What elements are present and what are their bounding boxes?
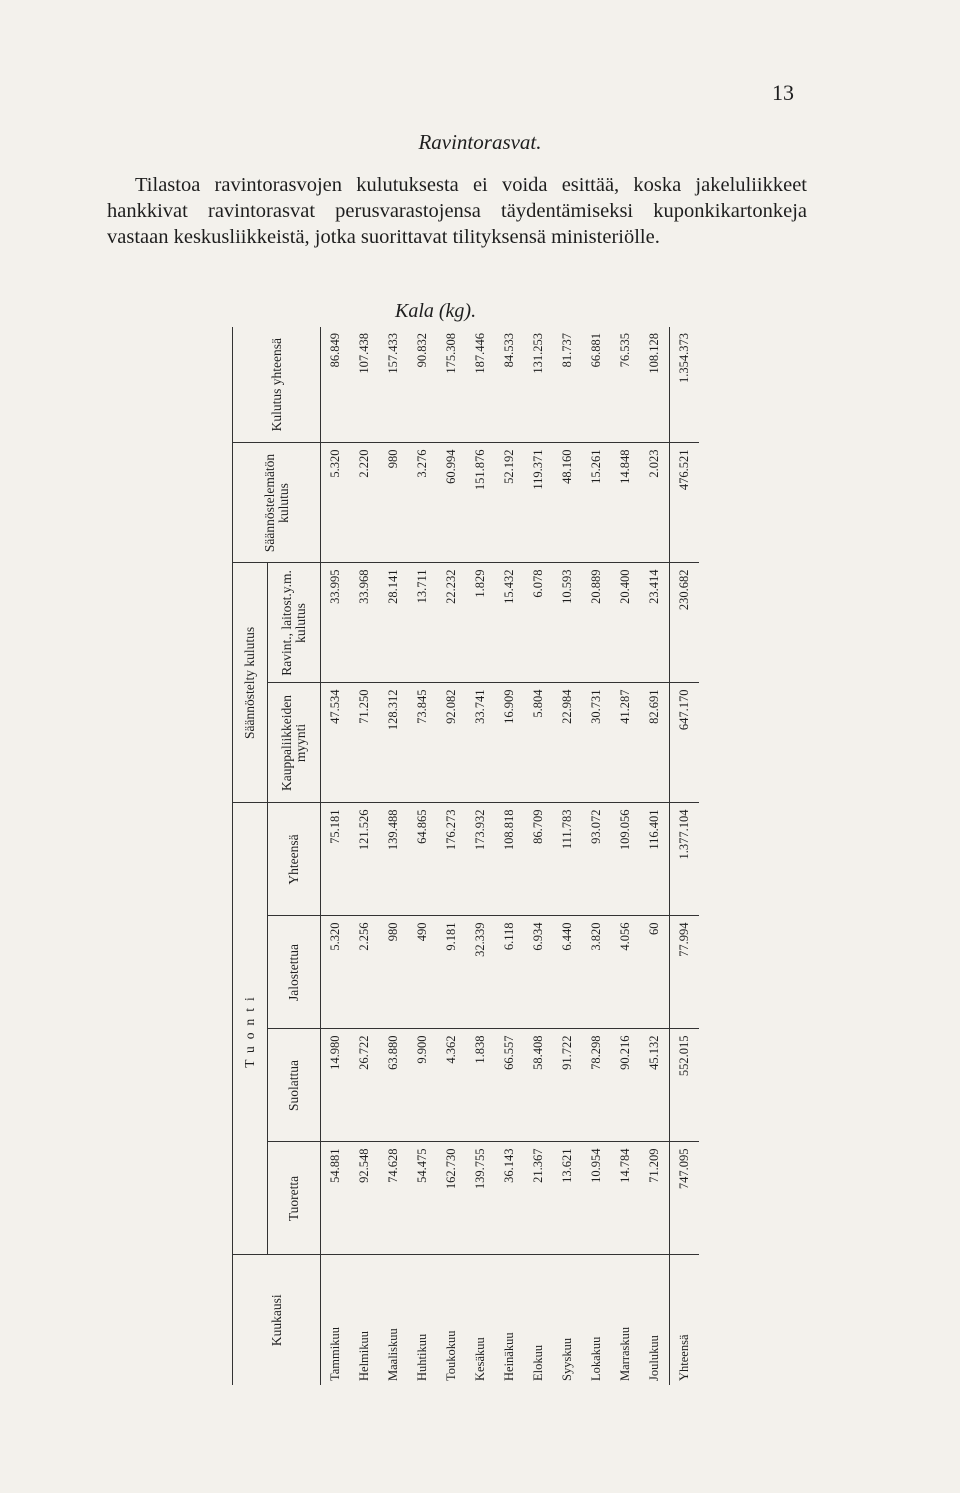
header-salted: Suolattua — [268, 1029, 321, 1142]
import-total-cell: 86.709 — [524, 803, 553, 916]
consumption-total-cell: 187.446 — [466, 327, 495, 443]
restaurant-cell: 33.995 — [321, 563, 351, 683]
import-total-cell: 75.181 — [321, 803, 351, 916]
unregulated-cell: 14.848 — [611, 443, 640, 563]
fresh-cell: 92.548 — [350, 1142, 379, 1255]
month-cell: Yhteensä — [670, 1255, 700, 1385]
restaurant-cell: 20.889 — [582, 563, 611, 683]
header-regulated-group: Säännöstelty kulutus — [233, 563, 268, 803]
salted-cell: 66.557 — [495, 1029, 524, 1142]
month-cell: Helmikuu — [357, 1331, 371, 1381]
restaurant-cell: 33.968 — [350, 563, 379, 683]
salted-cell: 9.900 — [408, 1029, 437, 1142]
month-cell: Lokakuu — [589, 1336, 603, 1381]
import-total-cell: 173.932 — [466, 803, 495, 916]
shop-sales-cell: 647.170 — [670, 683, 700, 803]
table-row — [553, 327, 582, 1385]
import-total-cell: 109.056 — [611, 803, 640, 916]
table-row — [321, 327, 351, 1385]
consumption-total-cell: 86.849 — [321, 327, 351, 443]
restaurant-cell: 6.078 — [524, 563, 553, 683]
table-row — [408, 327, 437, 1385]
salted-cell: 58.408 — [524, 1029, 553, 1142]
intro-text: Tilastoa ravintorasvojen kulutuksesta ei voida esittää, koska jakeluliikkeet hankkivat ravintorasvat perusvarastojensa täydentämiseksi kuponkikartonkeja vastaan keskusliikkeistä, jotka suorittavat tilityksensä ministeriölle. — [107, 174, 807, 248]
table-title: Kala (kg). — [395, 300, 477, 322]
table-row — [350, 327, 379, 1385]
salted-cell: 90.216 — [611, 1029, 640, 1142]
unregulated-cell: 52.192 — [495, 443, 524, 563]
table-row — [437, 327, 466, 1385]
month-cell: Joulukuu — [647, 1335, 661, 1381]
consumption-total-cell: 1.354.373 — [670, 327, 700, 443]
salted-cell: 78.298 — [582, 1029, 611, 1142]
import-total-cell: 121.526 — [350, 803, 379, 916]
month-cell: Toukokuu — [444, 1330, 458, 1381]
restaurant-cell: 1.829 — [466, 563, 495, 683]
shop-sales-cell: 33.741 — [466, 683, 495, 803]
processed-cell: 32.339 — [466, 916, 495, 1029]
month-cell: Syyskuu — [560, 1337, 574, 1381]
consumption-total-cell: 157.433 — [379, 327, 408, 443]
table-row — [524, 327, 553, 1385]
month-cell: Kesäkuu — [473, 1337, 487, 1381]
import-total-cell: 139.488 — [379, 803, 408, 916]
processed-cell: 77.994 — [670, 916, 700, 1029]
consumption-total-cell: 66.881 — [582, 327, 611, 443]
month-cell: Tammikuu — [328, 1327, 342, 1381]
fresh-cell: 54.881 — [321, 1142, 351, 1255]
shop-sales-cell: 71.250 — [350, 683, 379, 803]
salted-cell: 91.722 — [553, 1029, 582, 1142]
unregulated-cell: 3.276 — [408, 443, 437, 563]
shop-sales-cell: 128.312 — [379, 683, 408, 803]
fresh-cell: 139.755 — [466, 1142, 495, 1255]
unregulated-cell: 2.220 — [350, 443, 379, 563]
import-total-cell: 64.865 — [408, 803, 437, 916]
consumption-total-cell: 84.533 — [495, 327, 524, 443]
processed-cell: 4.056 — [611, 916, 640, 1029]
header-shop-sales: Kauppaliikkeiden myynti — [268, 683, 321, 803]
consumption-total-cell: 175.308 — [437, 327, 466, 443]
import-total-cell: 176.273 — [437, 803, 466, 916]
unregulated-cell: 5.320 — [321, 443, 351, 563]
processed-cell: 9.181 — [437, 916, 466, 1029]
processed-cell: 6.934 — [524, 916, 553, 1029]
salted-cell: 1.838 — [466, 1029, 495, 1142]
restaurant-cell: 15.432 — [495, 563, 524, 683]
month-cell: Heinäkuu — [502, 1332, 516, 1381]
intro-paragraph — [107, 172, 807, 250]
consumption-total-cell: 107.438 — [350, 327, 379, 443]
processed-cell: 6.118 — [495, 916, 524, 1029]
shop-sales-cell: 41.287 — [611, 683, 640, 803]
restaurant-cell: 23.414 — [640, 563, 670, 683]
consumption-total-cell: 90.832 — [408, 327, 437, 443]
fresh-cell: 747.095 — [670, 1142, 700, 1255]
header-consumption-total: Kulutus yhteensä — [233, 327, 321, 443]
salted-cell: 552.015 — [670, 1029, 700, 1142]
fresh-cell: 71.209 — [640, 1142, 670, 1255]
table-rotation-wrapper — [232, 327, 691, 1385]
header-import-group: Tuonti — [233, 803, 268, 1255]
import-total-cell: 116.401 — [640, 803, 670, 916]
shop-sales-cell: 92.082 — [437, 683, 466, 803]
month-cell: Elokuu — [531, 1344, 545, 1381]
month-cell: Huhtikuu — [415, 1333, 429, 1381]
salted-cell: 63.880 — [379, 1029, 408, 1142]
header-restaurant: Ravint., laitost.y.m. kulutus — [268, 563, 321, 683]
consumption-total-cell: 131.253 — [524, 327, 553, 443]
table-body — [321, 327, 700, 1385]
table-total-row — [670, 327, 700, 1385]
shop-sales-cell: 16.909 — [495, 683, 524, 803]
restaurant-cell: 28.141 — [379, 563, 408, 683]
processed-cell: 60 — [640, 916, 670, 1029]
page-number: 13 — [772, 80, 794, 105]
table-row — [640, 327, 670, 1385]
month-cell: Marraskuu — [618, 1326, 632, 1381]
header-import-total: Yhteensä — [268, 803, 321, 916]
fresh-cell: 36.143 — [495, 1142, 524, 1255]
fresh-cell: 162.730 — [437, 1142, 466, 1255]
processed-cell: 6.440 — [553, 916, 582, 1029]
header-fresh: Tuoretta — [268, 1142, 321, 1255]
fresh-cell: 14.784 — [611, 1142, 640, 1255]
processed-cell: 5.320 — [321, 916, 351, 1029]
unregulated-cell: 476.521 — [670, 443, 700, 563]
import-total-cell: 93.072 — [582, 803, 611, 916]
salted-cell: 14.980 — [321, 1029, 351, 1142]
restaurant-cell: 13.711 — [408, 563, 437, 683]
processed-cell: 3.820 — [582, 916, 611, 1029]
import-total-cell: 108.818 — [495, 803, 524, 916]
unregulated-cell: 2.023 — [640, 443, 670, 563]
unregulated-cell: 151.876 — [466, 443, 495, 563]
header-month: Kuukausi — [233, 1255, 321, 1385]
fresh-cell: 10.954 — [582, 1142, 611, 1255]
month-cell: Maaliskuu — [386, 1328, 400, 1381]
fresh-cell: 54.475 — [408, 1142, 437, 1255]
table-row — [582, 327, 611, 1385]
fish-statistics-table — [232, 327, 699, 1385]
fresh-cell: 21.367 — [524, 1142, 553, 1255]
shop-sales-cell: 73.845 — [408, 683, 437, 803]
unregulated-cell: 48.160 — [553, 443, 582, 563]
processed-cell: 2.256 — [350, 916, 379, 1029]
shop-sales-cell: 30.731 — [582, 683, 611, 803]
unregulated-cell: 980 — [379, 443, 408, 563]
consumption-total-cell: 76.535 — [611, 327, 640, 443]
table-row — [611, 327, 640, 1385]
salted-cell: 4.362 — [437, 1029, 466, 1142]
restaurant-cell: 20.400 — [611, 563, 640, 683]
unregulated-cell: 15.261 — [582, 443, 611, 563]
section-heading: Ravintorasvat. — [418, 130, 542, 154]
fresh-cell: 74.628 — [379, 1142, 408, 1255]
table-row — [466, 327, 495, 1385]
restaurant-cell: 230.682 — [670, 563, 700, 683]
processed-cell: 980 — [379, 916, 408, 1029]
import-total-cell: 111.783 — [553, 803, 582, 916]
salted-cell: 26.722 — [350, 1029, 379, 1142]
table-row — [379, 327, 408, 1385]
shop-sales-cell: 82.691 — [640, 683, 670, 803]
unregulated-cell: 119.371 — [524, 443, 553, 563]
table-row — [495, 327, 524, 1385]
rotated-table-frame — [232, 327, 960, 1381]
header-processed: Jalostettua — [268, 916, 321, 1029]
processed-cell: 490 — [408, 916, 437, 1029]
consumption-total-cell: 108.128 — [640, 327, 670, 443]
shop-sales-cell: 47.534 — [321, 683, 351, 803]
restaurant-cell: 10.593 — [553, 563, 582, 683]
shop-sales-cell: 5.804 — [524, 683, 553, 803]
salted-cell: 45.132 — [640, 1029, 670, 1142]
unregulated-cell: 60.994 — [437, 443, 466, 563]
import-total-cell: 1.377.104 — [670, 803, 700, 916]
fresh-cell: 13.621 — [553, 1142, 582, 1255]
header-unregulated: Säännöstelemätön kulutus — [233, 443, 321, 563]
restaurant-cell: 22.232 — [437, 563, 466, 683]
shop-sales-cell: 22.984 — [553, 683, 582, 803]
consumption-total-cell: 81.737 — [553, 327, 582, 443]
